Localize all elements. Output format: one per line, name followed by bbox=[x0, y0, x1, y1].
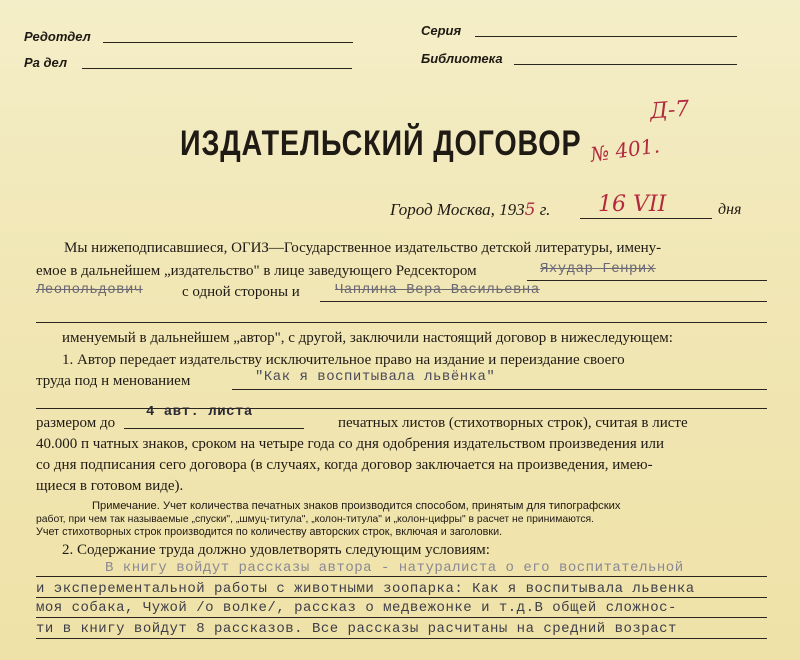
editor-field-line bbox=[527, 280, 767, 281]
intro-line-1: Мы нижеподписавшиеся, ОГИЗ—Государственное издательство детской литературы, имену- bbox=[64, 240, 662, 256]
author-designation-line: именуемый в дальнейшем „автор", с другой, заключили настоящий договор в нижеследующем: bbox=[62, 330, 673, 346]
size-suffix: печатных листов (стихотворных строк), считая в листе bbox=[338, 415, 688, 431]
condition-line1: В книгу войдут рассказы автора - натуралиста о его воспитательной bbox=[105, 560, 684, 576]
redotdel-field-line bbox=[103, 42, 353, 43]
intro-line-3-middle: с одной стороны и bbox=[182, 284, 300, 300]
biblioteka-label: Библиотека bbox=[421, 51, 503, 66]
razdel-label: Ра дел bbox=[24, 55, 68, 70]
note-line3: Учет стихотворных строк производится по количеству авторских строк, включая и заголовки. bbox=[36, 526, 503, 538]
editor-name-part2: Леопольдович bbox=[36, 282, 143, 298]
condition-line2: и эксперементальной работы с животными зоопарка: Как я воспитывала львенка bbox=[36, 581, 695, 597]
work-title: "Как я воспитывала львёнка" bbox=[255, 369, 496, 385]
size-prefix: размером до bbox=[36, 415, 116, 431]
author-name: Чаплина Вера Васильевна bbox=[335, 282, 540, 298]
condition-rule2 bbox=[36, 597, 767, 598]
place-date-line bbox=[390, 200, 550, 220]
date-handwritten: 16 VII bbox=[598, 192, 667, 217]
day-label: дня bbox=[718, 201, 742, 218]
work-title-field-line bbox=[232, 389, 767, 390]
intro-line-2-prefix: емое в дальнейшем „издательство" в лице заведующего Редсектором bbox=[36, 263, 477, 279]
date-field-line bbox=[580, 218, 712, 219]
clause1-line1: 1. Автор передает издательству исключительное право на издание и переиздание своего bbox=[62, 352, 625, 368]
condition-rule3 bbox=[36, 617, 767, 618]
author-field-line bbox=[320, 301, 767, 302]
chars-line: 40.000 п чатных знаков, сроком на четыре года со дня одобрения издательством произведения или bbox=[36, 436, 665, 452]
note-line2: работ, при чем так называемые „спуски", „шмуц-титула", „колон-титула" и „колон-цифры" в расчет не принимаются. bbox=[36, 514, 595, 525]
condition-line4: ти в книгу войдут 8 рассказов. Все рассказы расчитаны на средний возраст bbox=[36, 621, 677, 637]
razdel-field-line bbox=[82, 68, 352, 69]
condition-line3: моя собака, Чужой /о волке/, рассказ о медвежонке и т.д.В общей сложнос- bbox=[36, 600, 677, 616]
signing-line: со дня подписания сего договора (в случаях, когда договор заключается на произведения, имею- bbox=[36, 457, 653, 473]
corner-code-annotation: Д-7 bbox=[649, 96, 691, 125]
year-digit: 5 bbox=[524, 200, 536, 220]
condition-rule1 bbox=[36, 576, 767, 577]
seria-field-line bbox=[475, 36, 737, 37]
clause1-line2-prefix: труда под н менованием bbox=[36, 373, 191, 389]
size-value: 4 авт. листа bbox=[146, 404, 253, 420]
clause2-line: 2. Содержание труда должно удовлетворять следующим условиям: bbox=[62, 542, 490, 558]
condition-rule4 bbox=[36, 638, 767, 639]
document-title: ИЗДАТЕЛЬСКИЙ ДОГОВОР bbox=[180, 124, 582, 163]
redotdel-label: Редотдел bbox=[24, 29, 91, 44]
size-field-line bbox=[124, 428, 304, 429]
seria-label: Серия bbox=[421, 23, 462, 38]
city-text: Город Москва, 193 bbox=[390, 200, 525, 219]
editor-name-part1: Яхудар Генрих bbox=[540, 261, 656, 277]
number-mark-annotation: № 401. bbox=[588, 133, 662, 167]
note-line1: Примечание. Учет количества печатных знаков производится способом, принятым для типографских bbox=[92, 500, 621, 512]
biblioteka-field-line bbox=[514, 64, 737, 65]
blank-line-1 bbox=[36, 322, 767, 323]
year-suffix: г. bbox=[539, 200, 551, 219]
ready-line: щиеся в готовом виде). bbox=[36, 478, 184, 494]
